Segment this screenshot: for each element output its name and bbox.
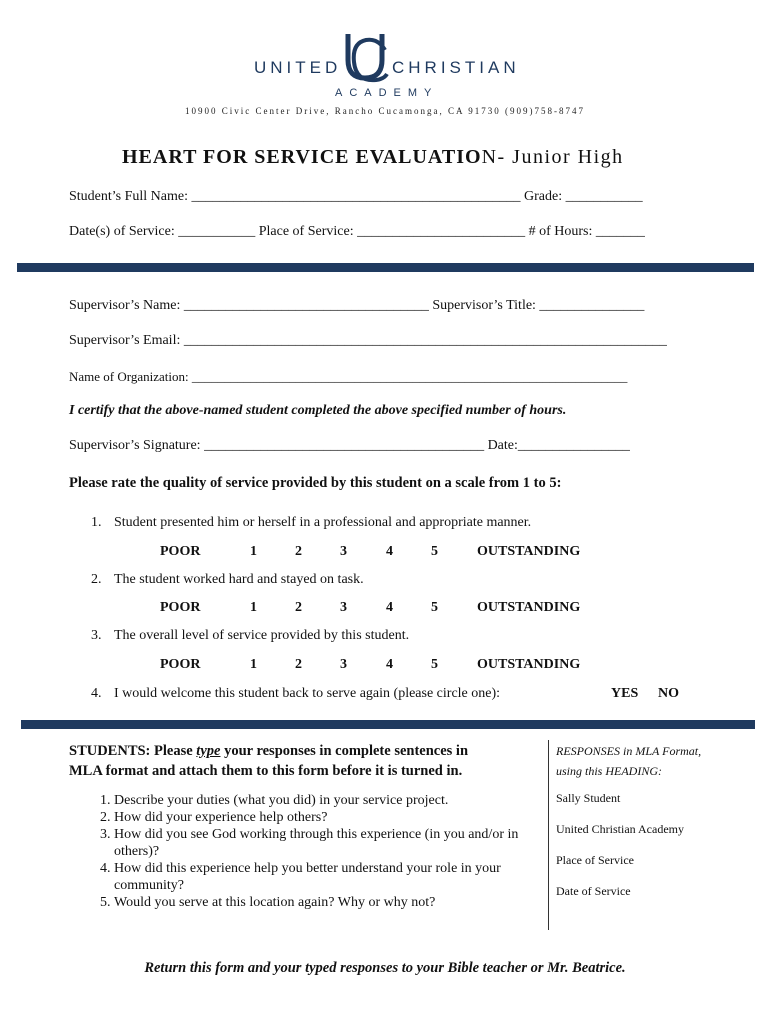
- student-name-field[interactable]: Student’s Full Name: _______________________________________________ Grade: ___________: [69, 189, 643, 204]
- question-text: The overall level of service provided by this student.: [114, 628, 410, 643]
- sidebar-heading-line: RESPONSES in MLA Format,: [556, 744, 702, 758]
- question-number: 4.: [91, 686, 102, 701]
- rating-option[interactable]: 4: [386, 657, 393, 672]
- no-option[interactable]: NO: [658, 686, 679, 701]
- rating-option[interactable]: 5: [431, 544, 438, 559]
- sidebar-item: Date of Service: [556, 884, 631, 898]
- student-instructions: [69, 741, 544, 781]
- rating-option[interactable]: 3: [340, 600, 347, 615]
- question-text: I would welcome this student back to serve again (please circle one):: [114, 686, 501, 701]
- sidebar-heading-line: using this HEADING:: [556, 764, 662, 778]
- rating-scale-q2: [0, 600, 770, 618]
- poor-label: POOR: [160, 657, 201, 672]
- list-item: 2. How did your experience help others?: [114, 809, 543, 826]
- rating-option[interactable]: 3: [340, 544, 347, 559]
- rating-option[interactable]: 5: [431, 600, 438, 615]
- question-number: 1.: [91, 515, 102, 530]
- logo-text-academy: ACADEMY: [335, 87, 439, 99]
- question-text: Student presented him or herself in a professional and appropriate manner.: [114, 515, 532, 530]
- outstanding-label: OUTSTANDING: [477, 600, 581, 615]
- uc-logo-mark: [340, 30, 390, 86]
- rating-option[interactable]: 4: [386, 544, 393, 559]
- logo-text-united: UNITED: [254, 58, 342, 77]
- divider-bar-top: [17, 263, 754, 272]
- duties-list: [68, 792, 543, 911]
- rating-option[interactable]: 1: [250, 657, 257, 672]
- title-main: HEART FOR SERVICE EVALUATIO: [122, 146, 482, 168]
- question-number: 2.: [91, 572, 102, 587]
- footer-note: Return this form and your typed responses to your Bible teacher or Mr. Beatrice.: [144, 960, 626, 976]
- title-rest: N- Junior High: [481, 146, 624, 168]
- question-number: 3.: [91, 628, 102, 643]
- rating-option[interactable]: 2: [295, 657, 302, 672]
- supervisor-email-field[interactable]: Supervisor’s Email: _____________________________________________________________________: [69, 333, 667, 348]
- sidebar-item: Sally Student: [556, 791, 621, 805]
- question-text: The student worked hard and stayed on task.: [114, 572, 364, 587]
- rating-option[interactable]: 2: [295, 600, 302, 615]
- poor-label: POOR: [160, 544, 201, 559]
- rating-option[interactable]: 5: [431, 657, 438, 672]
- sidebar-divider: [548, 740, 549, 930]
- signature-field[interactable]: Supervisor’s Signature: ________________________________________ Date:________________: [69, 438, 630, 453]
- divider-bar-bottom: [21, 720, 755, 729]
- school-address: 10900 Civic Center Drive, Rancho Cucamonga, CA 91730 (909)758-8747: [185, 106, 585, 116]
- instructions-text: your responses in complete sentences in: [220, 743, 469, 759]
- logo-text-christian: CHRISTIAN: [392, 58, 520, 77]
- sidebar-item: United Christian Academy: [556, 822, 684, 836]
- sidebar-heading: [556, 741, 701, 781]
- rating-scale-q3: [0, 657, 770, 675]
- poor-label: POOR: [160, 600, 201, 615]
- page-title: [122, 146, 624, 169]
- list-item: 5. Would you serve at this location again? Why or why not?: [114, 894, 543, 911]
- rating-prompt: Please rate the quality of service provided by this student on a scale from 1 to 5:: [69, 475, 562, 491]
- rating-scale-q1: [0, 544, 770, 562]
- organization-field[interactable]: Name of Organization: ___________________________________________________________________: [69, 369, 628, 384]
- service-dates-field[interactable]: Date(s) of Service: ___________ Place of Service: ________________________ # of Hours: _______: [69, 224, 645, 239]
- instructions-line-1: [69, 741, 544, 761]
- rating-option[interactable]: 3: [340, 657, 347, 672]
- rating-option[interactable]: 1: [250, 600, 257, 615]
- supervisor-name-field[interactable]: Supervisor’s Name: ___________________________________ Supervisor’s Title: _______________: [69, 298, 645, 313]
- list-item: 4. How did this experience help you better understand your role in your community?: [114, 860, 543, 894]
- outstanding-label: OUTSTANDING: [477, 657, 581, 672]
- outstanding-label: OUTSTANDING: [477, 544, 581, 559]
- certify-statement: I certify that the above-named student completed the above specified number of hours.: [69, 403, 567, 418]
- rating-option[interactable]: 2: [295, 544, 302, 559]
- rating-option[interactable]: 1: [250, 544, 257, 559]
- rating-option[interactable]: 4: [386, 600, 393, 615]
- list-item: 3. How did you see God working through this experience (in you and/or in others)?: [114, 826, 543, 860]
- instructions-type-word: type: [196, 743, 221, 759]
- instructions-line-2: MLA format and attach them to this form before it is turned in.: [69, 763, 463, 779]
- list-item: 1. Describe your duties (what you did) in your service project.: [114, 792, 543, 809]
- instructions-text: STUDENTS: Please: [69, 743, 197, 759]
- yes-option[interactable]: YES: [611, 686, 639, 701]
- sidebar-item: Place of Service: [556, 853, 634, 867]
